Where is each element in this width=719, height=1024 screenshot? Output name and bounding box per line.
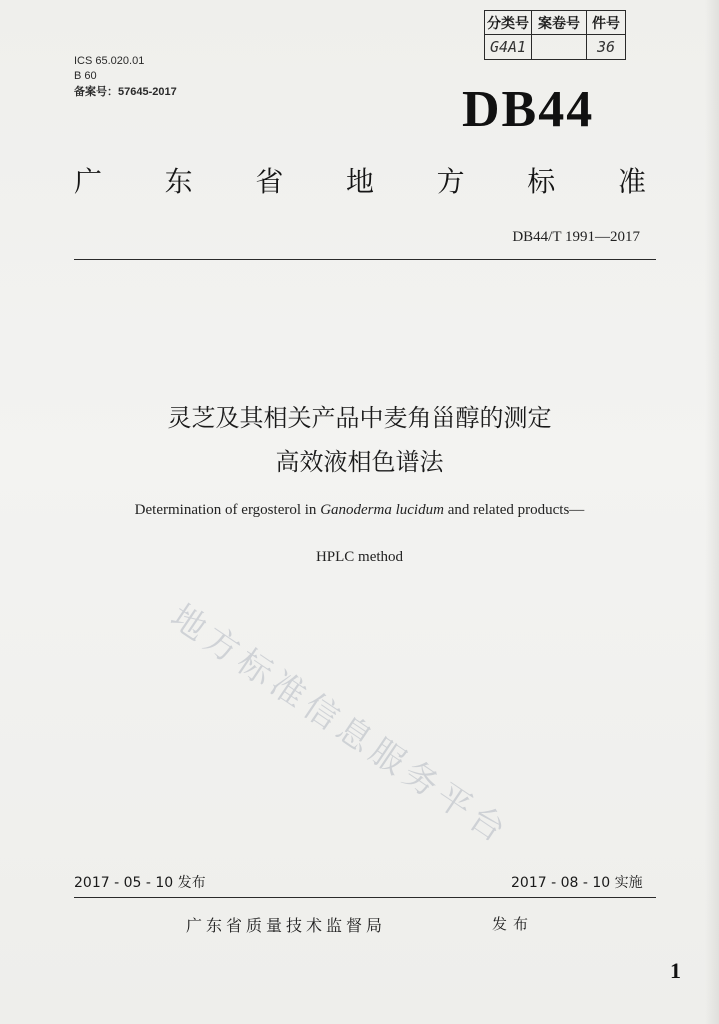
scan-edge-shadow [705,0,719,1024]
standard-type-char: 准 [617,165,646,198]
stamp-header-category: 分类号 [485,11,532,35]
top-divider [74,259,656,260]
implement-date: 2017 - 08 - 10 实施 [511,875,643,891]
standard-type-heading [74,160,646,200]
classification-stamp [484,10,626,60]
stamp-value-category: G4A1 [485,35,532,59]
standard-code: DB44/T 1991—2017 [512,229,640,245]
publish-label: 发布 [492,915,535,933]
title-en-line2: HPLC method [315,549,404,565]
ics-code: ICS 65.020.01 [74,55,145,67]
watermark: 地方标准信息服务平台 [163,596,518,854]
stamp-value-file [532,35,587,59]
standard-type-char: 方 [436,165,465,198]
standard-type-char: 省 [255,165,284,198]
title-en-line1 [0,502,719,519]
standard-type-char: 广 [74,165,103,198]
stamp-header-file: 案卷号 [532,11,587,35]
stamp-header-item: 件号 [587,11,625,35]
standard-type-char: 标 [527,165,556,198]
standard-type-char: 东 [164,165,193,198]
title-cn-line1: 灵芝及其相关产品中麦角甾醇的测定 [167,404,552,432]
page-number: 1 [670,958,681,983]
standard-logo: DB44 [462,81,595,138]
stamp-value-item: 36 [596,38,616,56]
issue-date: 2017 - 05 - 10 发布 [74,875,206,891]
title-cn-line2: 高效液相色谱法 [275,448,444,476]
issuing-authority: 广东省质量技术监督局 [186,916,387,935]
title-en-part3: and related products— [443,502,585,518]
title-en-part1: Determination of ergosterol in [134,502,321,518]
title-en-species: Ganoderma lucidum [320,502,444,518]
filing-number: 备案号：57645-2017 [74,86,177,98]
ccs-code: B 60 [74,70,97,82]
bottom-divider [74,897,656,898]
standard-type-char: 地 [345,165,374,198]
